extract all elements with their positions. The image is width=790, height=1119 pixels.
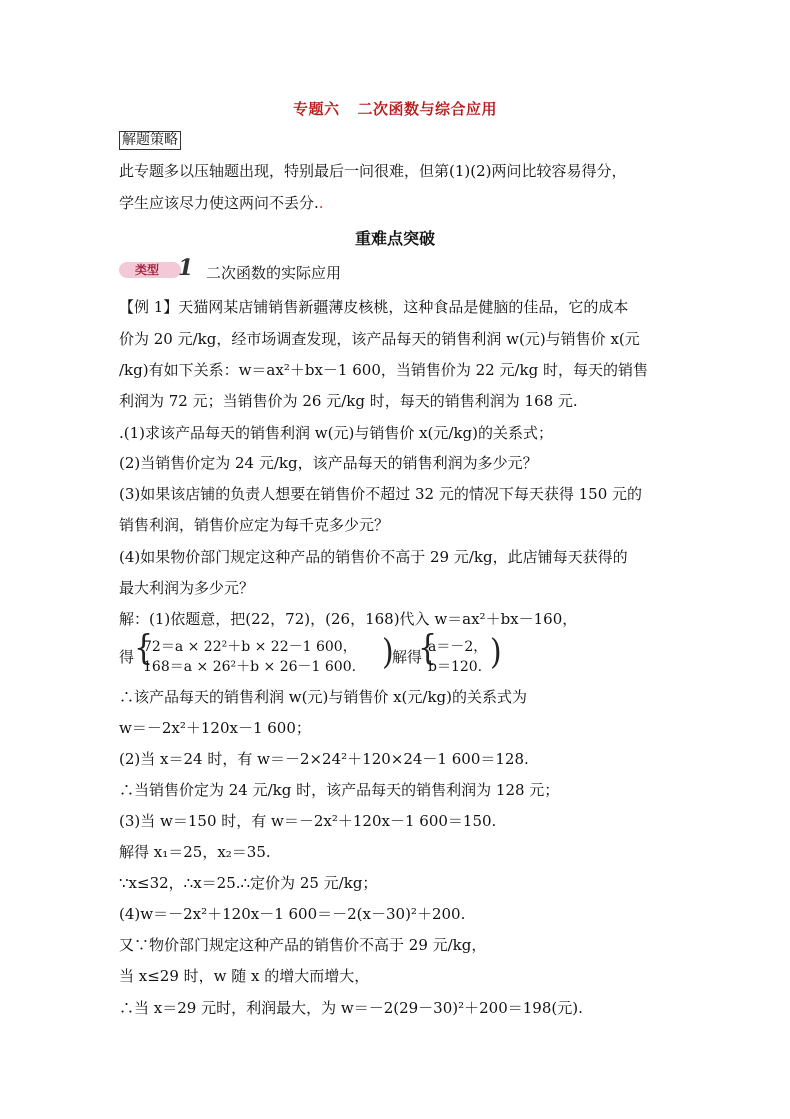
page-title (0, 98, 790, 119)
solution-line-9: (4)w＝－2x²＋120x－1 600＝－2(x－30)²＋200. (119, 905, 466, 923)
example-line-3: /kg)有如下关系：w＝ax²＋bx－1 600，当销售价为 22 元/kg 时，每天的销售 (119, 361, 648, 379)
question-2: (2)当销售价定为 24 元/kg，该产品每天的销售利润为多少元？ (119, 454, 538, 472)
question-3-line-1: (3)如果该店铺的负责人想要在销售价不超过 32 元的情况下每天获得 150 元的 (119, 485, 643, 503)
type-label: 二次函数的实际应用 (206, 264, 342, 282)
result-b: b＝120. (428, 659, 483, 675)
question-1: .(1)求该产品每天的销售利润 w(元)与销售价 x(元/kg)的关系式； (119, 424, 554, 442)
solution-line-1: 解：(1)依题意，把(22，72)，(26，168)代入 w＝ax²＋bx－160， (119, 610, 578, 628)
right-brace-icon: ) (382, 632, 394, 673)
solution-line-4: (2)当 x＝24 时，有 w＝－2×24²＋120×24－1 600＝128. (119, 750, 529, 768)
solution-line-12: ∴当 x＝29 元时，利润最大，为 w＝－2(29－30)²＋200＝198(元). (119, 999, 583, 1017)
strategy-label-box: 解题策略 (119, 131, 181, 150)
left-brace-2-icon: { (418, 628, 438, 669)
solution-line-7: 解得 x₁＝25，x₂＝35. (119, 843, 271, 861)
strategy-line-2: 学生应该尽力使这两问不丢分.. (119, 194, 324, 212)
type-badge-number: 1 (178, 255, 194, 281)
strategy-line-2-text: 学生应该尽力使这两问不丢分. (119, 194, 319, 212)
solution-line-2: ∴该产品每天的销售利润 w(元)与销售价 x(元/kg)的关系式为 (119, 688, 527, 706)
solution-line-10: 又∵物价部门规定这种产品的销售价不高于 29 元/kg， (119, 936, 487, 954)
equation-2: 168＝a × 26²＋b × 26－1 600. (143, 659, 357, 675)
left-brace-icon: { (134, 628, 154, 669)
type-badge-text: 类型 (135, 263, 160, 277)
question-3-line-2: 销售利润，销售价应定为每千克多少元？ (119, 516, 390, 534)
solution-line-5: ∴当销售价定为 24 元/kg 时，该产品每天的销售利润为 128 元； (119, 781, 560, 799)
strategy-line-1: 此专题多以压轴题出现，特别最后一问很难，但第(1)(2)两问比较容易得分， (119, 162, 627, 180)
solution-line-6: (3)当 w＝150 时，有 w＝－2x²＋120x－1 600＝150. (119, 812, 497, 830)
solution-de: 得 (119, 648, 135, 666)
solution-jiede: 解得 (392, 648, 423, 666)
question-4-line-2: 最大利润为多少元？ (119, 579, 255, 597)
solution-line-3: w＝－2x²＋120x－1 600； (119, 719, 311, 737)
example-line-2: 价为 20 元/kg，经市场调查发现，该产品每天的销售利润 w(元)与销售价 x(元 (119, 330, 640, 348)
section-title: 重难点突破 (354, 229, 435, 248)
right-brace-2-icon: ) (490, 632, 502, 673)
result-a: a＝－2， (428, 639, 488, 655)
title-topic-number: 专题六 (292, 100, 340, 118)
example-line-1: 【例 1】天猫网某店铺销售新疆薄皮核桃，这种食品是健脑的佳品，它的成本 (119, 298, 629, 316)
type-badge (119, 262, 181, 278)
example-line-4: 利润为 72 元；当销售价为 26 元/kg 时，每天的销售利润为 168 元. (119, 392, 578, 410)
equation-1: 72＝a × 22²＋b × 22－1 600， (143, 639, 357, 655)
solution-line-8: ∵x≤32，∴x＝25.∴定价为 25 元/kg； (119, 874, 378, 892)
title-topic-name: 二次函数与综合应用 (357, 100, 498, 118)
question-4-line-1: (4)如果物价部门规定这种产品的销售价不高于 29 元/kg，此店铺每天获得的 (119, 548, 628, 566)
solution-line-11: 当 x≤29 时，w 随 x 的增大而增大， (119, 967, 370, 985)
